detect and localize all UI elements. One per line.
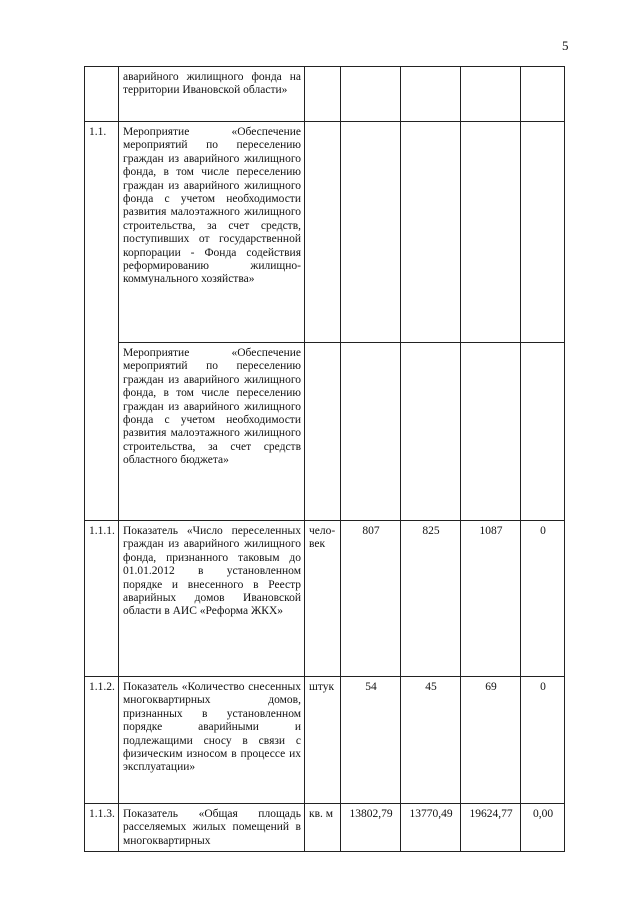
row-value-3: 19624,77: [461, 804, 521, 852]
row-value-3: [461, 343, 521, 521]
row-value-3: 69: [461, 677, 521, 804]
row-unit: [305, 122, 341, 343]
row-value-4: 0: [521, 677, 565, 804]
row-value-3: [461, 122, 521, 343]
page-number: 5: [562, 38, 569, 53]
row-value-2: [401, 343, 461, 521]
row-value-2: 45: [401, 677, 461, 804]
row-value-2: [401, 67, 461, 122]
row-value-2: [401, 122, 461, 343]
row-value-3: 1087: [461, 521, 521, 677]
row-value-4: 0,00: [521, 804, 565, 852]
table-row: [85, 804, 565, 852]
row-value-1: [341, 67, 401, 122]
row-value-1: [341, 343, 401, 521]
row-number: 1.1.3.: [85, 804, 119, 852]
table-row: [85, 677, 565, 804]
row-value-4: [521, 122, 565, 343]
table-row: [85, 521, 565, 677]
row-description: Мероприятие «Обеспечение мероприятий по переселению граждан из аварийного жилищного фонда, в том числе переселению граждан из аварийного жилищного фонда с учетом необходимости развития малоэтажного жилищного строительства, за счет средств, поступивших от государственной корпорации - Фонда содействия реформированию жилищно-коммунального хозяйства»: [119, 122, 305, 343]
row-value-4: 0: [521, 521, 565, 677]
row-unit: [305, 67, 341, 122]
table-row: [85, 122, 565, 343]
table-row: [85, 343, 565, 521]
row-number: [85, 67, 119, 122]
row-value-2: 13770,49: [401, 804, 461, 852]
row-value-1: [341, 122, 401, 343]
row-unit: кв. м: [305, 804, 341, 852]
row-description: Показатель «Общая площадь расселяемых жилых помещений в многоквартирных: [119, 804, 305, 852]
indicators-table: [84, 66, 565, 852]
row-value-1: 54: [341, 677, 401, 804]
table-row: [85, 67, 565, 122]
row-number: 1.1.2.: [85, 677, 119, 804]
row-number: 1.1.: [85, 122, 119, 521]
row-value-1: 807: [341, 521, 401, 677]
row-value-4: [521, 67, 565, 122]
row-value-2: 825: [401, 521, 461, 677]
row-description: Показатель «Число переселенных граждан из аварийного жилищного фонда, признанного таковым до 01.01.2012 в установленном порядке и внесенного в Реестр аварийных домов Ивановской области в АИС «Реформа ЖКХ»: [119, 521, 305, 677]
row-description: аварийного жилищного фонда на территории Ивановской области»: [119, 67, 305, 122]
row-value-1: 13802,79: [341, 804, 401, 852]
row-unit: [305, 343, 341, 521]
row-value-3: [461, 67, 521, 122]
row-description: Показатель «Количество снесенных многоквартирных домов, признанных в установленном порядке аварийными и подлежащими сносу в связи с физическим износом в процессе их эксплуатации»: [119, 677, 305, 804]
row-value-4: [521, 343, 565, 521]
row-number: 1.1.1.: [85, 521, 119, 677]
row-description: Мероприятие «Обеспечение мероприятий по переселению граждан из аварийного жилищного фонда, в том числе переселению граждан из аварийного жилищного фонда с учетом необходимости развития малоэтажного жилищного строительства, за счет средств областного бюджета»: [119, 343, 305, 521]
row-unit: штук: [305, 677, 341, 804]
row-unit: чело-век: [305, 521, 341, 677]
